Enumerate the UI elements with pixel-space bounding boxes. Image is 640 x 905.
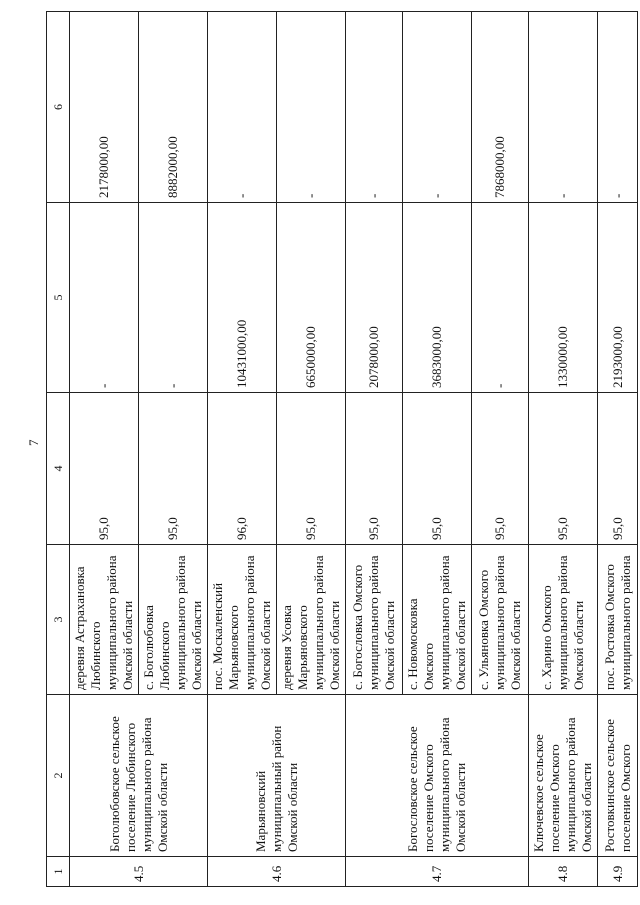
settlement-name: Ростовкинское сельское поселение Омского <box>598 695 638 857</box>
value-col-5: 2193000,00 <box>598 203 638 393</box>
row-number: 4.5 <box>70 857 208 887</box>
value-col-5: 1330000,00 <box>529 203 598 393</box>
header-col-6: 6 <box>47 12 70 203</box>
table-row <box>208 12 277 887</box>
row-number: 4.7 <box>346 857 529 887</box>
budget-table <box>46 11 638 887</box>
value-col-4: 95,0 <box>403 393 472 545</box>
value-col-5: - <box>472 203 529 393</box>
locality-name: с. Богословка Омского муниципального района Омской области <box>346 545 403 695</box>
value-col-6: 2178000,00 <box>70 12 139 203</box>
locality-name: деревня Астрахановка Любинского муниципального района Омской области <box>70 545 139 695</box>
value-col-4: 95,0 <box>139 393 208 545</box>
settlement-name: Боголюбовское сельское поселение Любинского муниципального района Омской области <box>70 695 208 857</box>
table-row <box>346 12 403 887</box>
locality-name: с. Харино Омского муниципального района Омской области <box>529 545 598 695</box>
rotated-table-page <box>46 12 633 887</box>
value-col-5: 10431000,00 <box>208 203 277 393</box>
row-number: 4.9 <box>598 857 638 887</box>
locality-name: с. Новомосковка Омского муниципального района Омской области <box>403 545 472 695</box>
value-col-4: 96,0 <box>208 393 277 545</box>
value-col-5: 3683000,00 <box>403 203 472 393</box>
value-col-5: - <box>70 203 139 393</box>
table-row <box>529 12 598 887</box>
header-col-1: 1 <box>47 857 70 887</box>
value-col-5: - <box>139 203 208 393</box>
value-col-6: 7868000,00 <box>472 12 529 203</box>
value-col-4: 95,0 <box>472 393 529 545</box>
locality-name: пос. Москаленский Марьяновского муниципального района Омской области <box>208 545 277 695</box>
table-row <box>598 12 638 887</box>
value-col-6: - <box>277 12 346 203</box>
value-col-5: 2078000,00 <box>346 203 403 393</box>
value-col-6: - <box>529 12 598 203</box>
value-col-4: 95,0 <box>277 393 346 545</box>
value-col-4: 95,0 <box>598 393 638 545</box>
value-col-4: 95,0 <box>70 393 139 545</box>
locality-name: с. Боголюбовка Любинского муниципального района Омской области <box>139 545 208 695</box>
value-col-4: 95,0 <box>529 393 598 545</box>
header-col-5: 5 <box>47 203 70 393</box>
value-col-6: - <box>598 12 638 203</box>
row-number: 4.6 <box>208 857 346 887</box>
page-number: 7 <box>26 439 41 446</box>
header-col-2: 2 <box>47 695 70 857</box>
value-col-5: 6650000,00 <box>277 203 346 393</box>
locality-name: с. Ульяновка Омского муниципального района Омской области <box>472 545 529 695</box>
header-col-3: 3 <box>47 545 70 695</box>
row-number: 4.8 <box>529 857 598 887</box>
table-row <box>70 12 139 887</box>
settlement-name: Марьяновский муниципальный район Омской области <box>208 695 346 857</box>
header-col-4: 4 <box>47 393 70 545</box>
value-col-6: - <box>208 12 277 203</box>
locality-name: пос. Ростовка Омского муниципального района <box>598 545 638 695</box>
value-col-6: - <box>403 12 472 203</box>
value-col-6: - <box>346 12 403 203</box>
locality-name: деревня Усовка Марьяновского муниципального района Омской области <box>277 545 346 695</box>
value-col-4: 95,0 <box>346 393 403 545</box>
settlement-name: Богословское сельское поселение Омского муниципального района Омской области <box>346 695 529 857</box>
settlement-name: Ключевское сельское поселение Омского муниципального района Омской области <box>529 695 598 857</box>
header-row <box>47 12 70 887</box>
value-col-6: 8882000,00 <box>139 12 208 203</box>
